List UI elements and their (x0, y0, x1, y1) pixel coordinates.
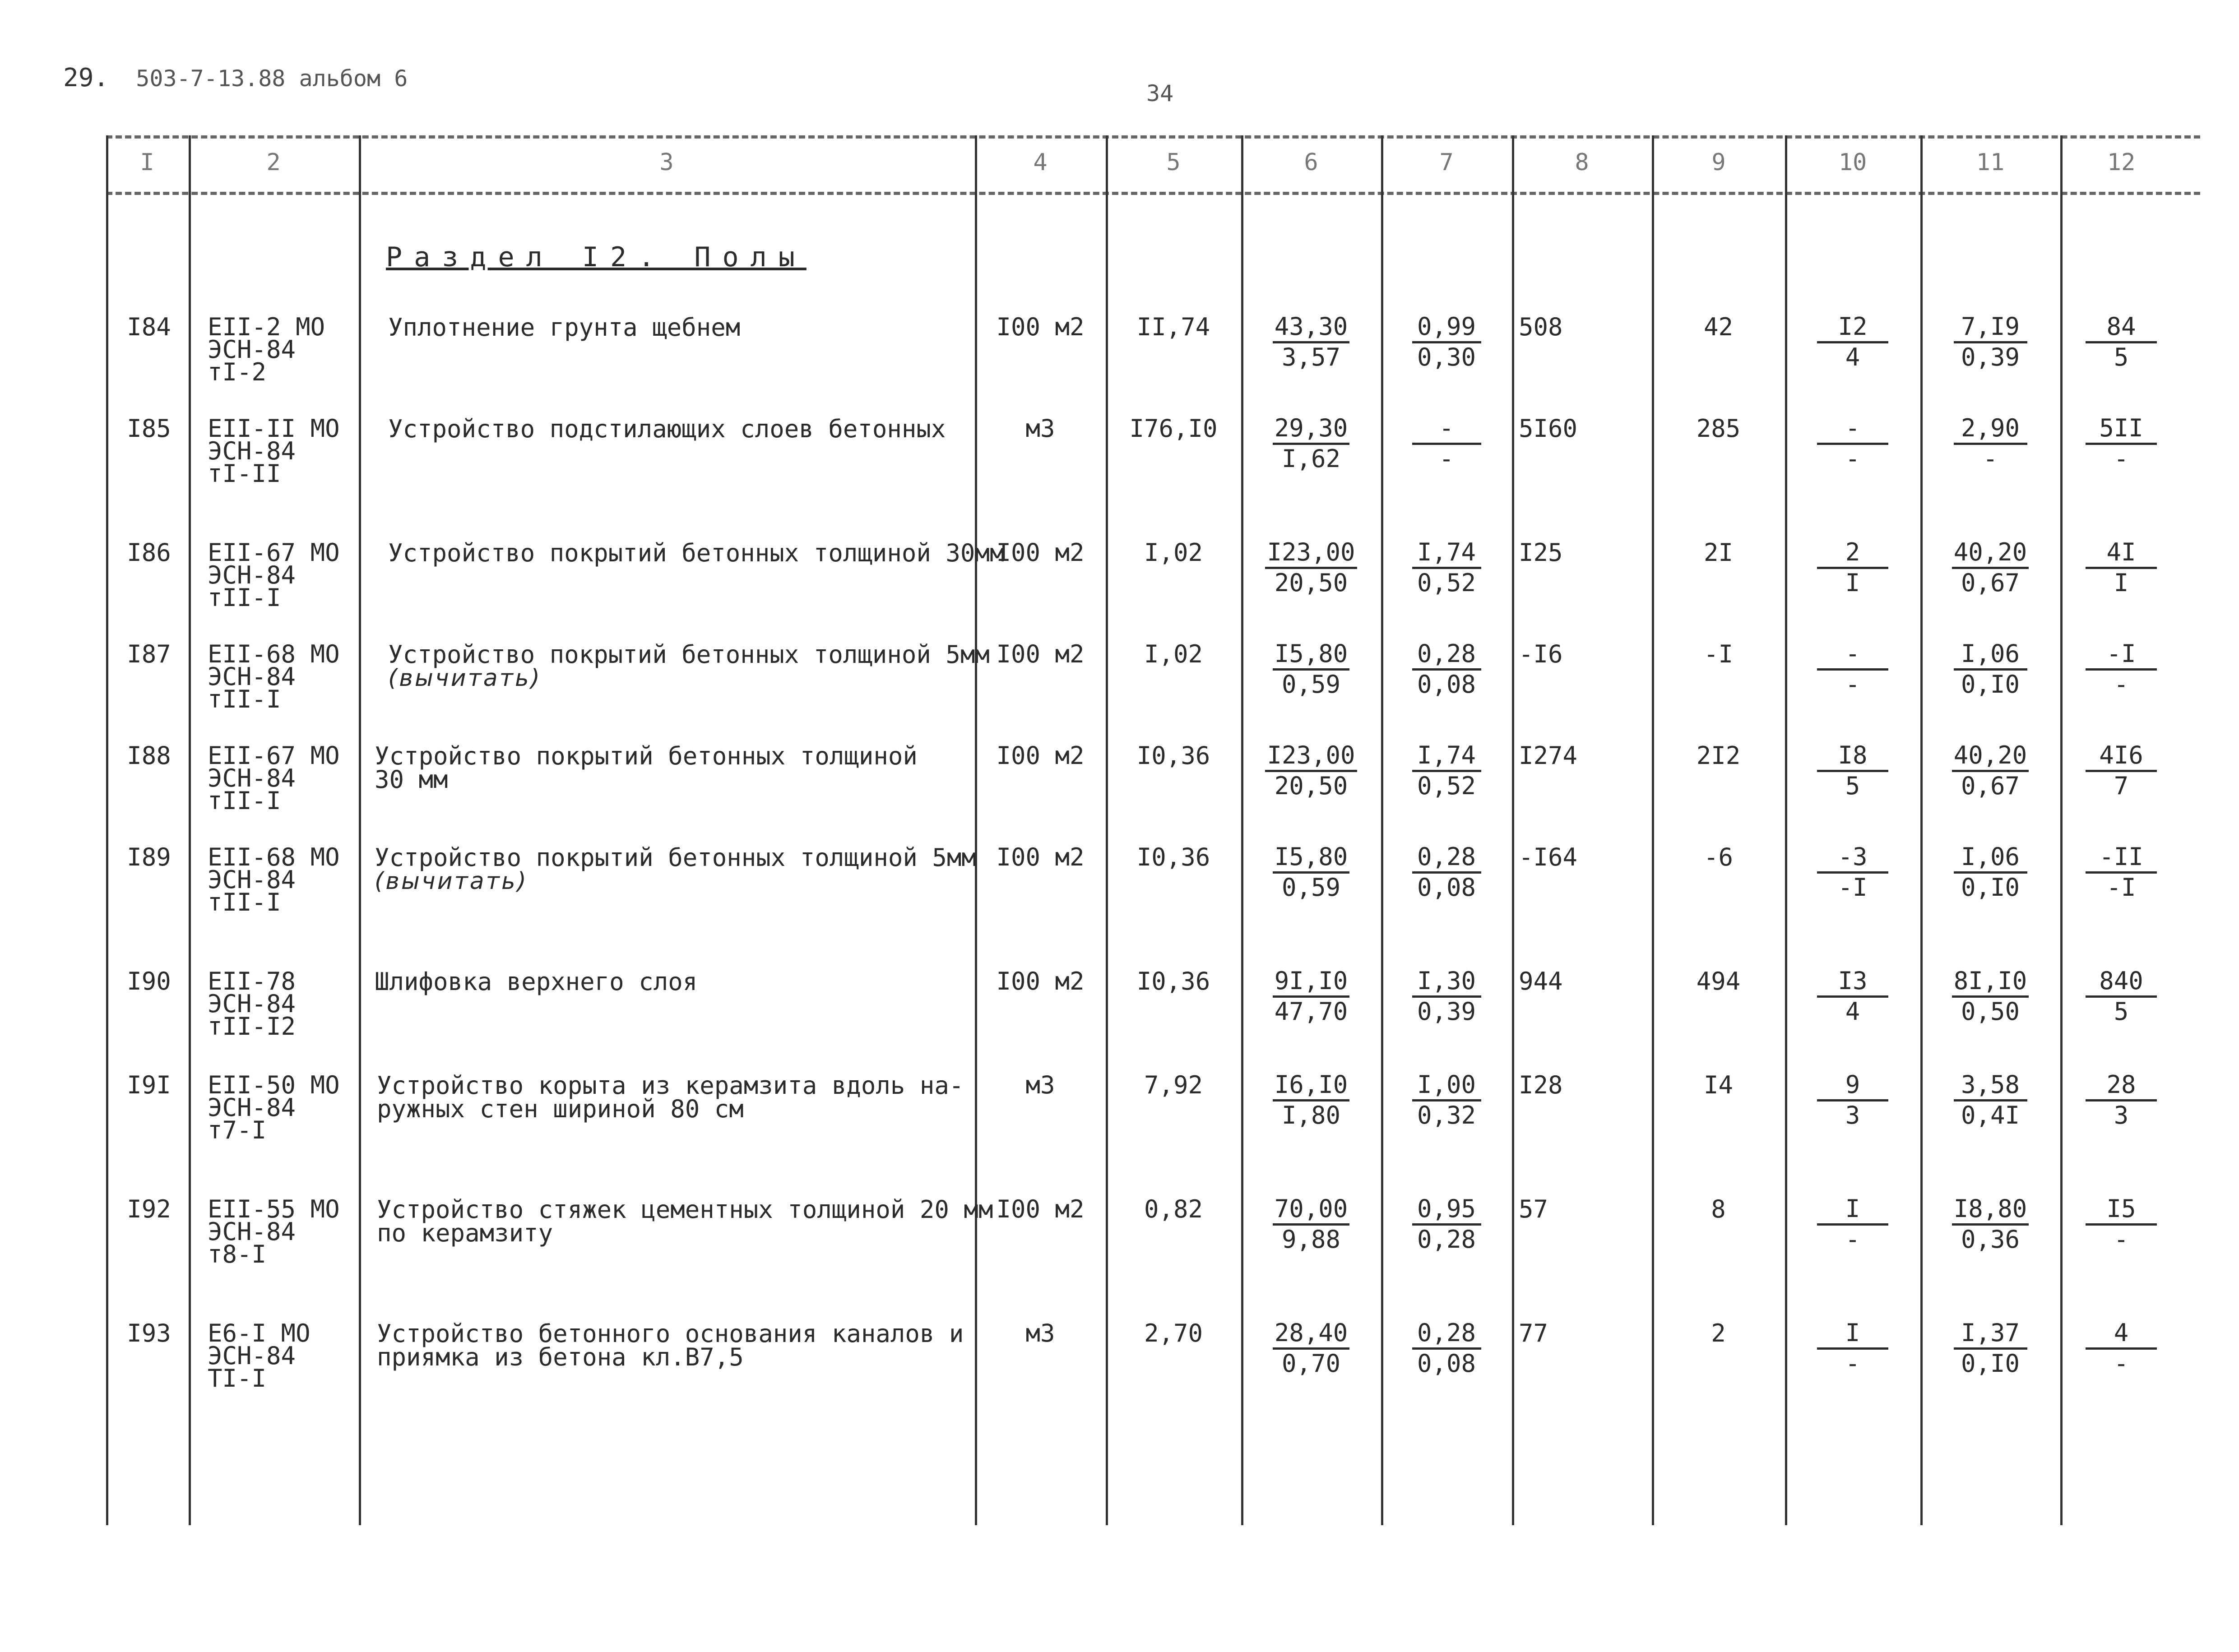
sheet-number: 29. (63, 63, 109, 93)
quantity: I0,36 (1136, 741, 1210, 770)
labor-c11-denominator: 0,I0 (1961, 670, 2020, 699)
labor-c11 (1920, 1319, 2060, 1378)
work-description-line: Устройство покрытий бетонных толщиной 30мм (388, 539, 1005, 567)
work-description-line: Устройство покрытий бетонных толщиной 5мм (388, 640, 990, 669)
rate-code (208, 967, 296, 1041)
row-number: I93 (127, 1319, 171, 1347)
unit-cost (1241, 414, 1381, 473)
column-number-10: 10 (1838, 149, 1867, 176)
machine-cost (1381, 842, 1512, 902)
quantity: I,02 (1144, 640, 1203, 668)
labor-c11-denominator: - (1983, 444, 1998, 473)
labor-c11 (1920, 538, 2060, 597)
unit-cost-denominator: I,62 (1281, 444, 1341, 473)
row-number: I85 (127, 414, 171, 443)
work-description-line: 30 мм (375, 765, 448, 794)
rate-code (208, 1319, 311, 1393)
rate-code (208, 1071, 340, 1144)
labor-c11-numerator: I8,80 (1952, 1195, 2029, 1226)
labor-c11-numerator: 40,20 (1952, 742, 2029, 772)
rate-code-line: ЭСН-84 (208, 662, 296, 691)
rate-code (208, 313, 325, 386)
column-number-12: 12 (2107, 149, 2136, 176)
labor-c10-denominator: I (1845, 569, 1860, 597)
row-number: I84 (127, 313, 171, 341)
machine-cost (1381, 741, 1512, 800)
quantity: 2,70 (1144, 1319, 1203, 1347)
wages-total: 2 (1711, 1319, 1726, 1347)
labor-c10 (1785, 639, 1920, 699)
labor-c10-denominator: - (1845, 444, 1860, 473)
column-number-9: 9 (1711, 149, 1726, 176)
labor-c12-numerator: 4I (2086, 539, 2157, 569)
quantity: II,74 (1136, 313, 1210, 341)
labor-c12-numerator: 28 (2086, 1071, 2157, 1101)
col-divider (106, 135, 108, 1525)
col-divider (359, 135, 361, 1525)
labor-c12-denominator: -I (2106, 873, 2136, 902)
labor-c12-denominator: 5 (2114, 997, 2129, 1026)
unit-cost-denominator: I,80 (1281, 1101, 1341, 1129)
work-description (375, 742, 918, 794)
rate-code-line: тI-2 (208, 358, 267, 386)
work-description-line: Шлифовка верхнего слоя (375, 967, 698, 996)
labor-c10-denominator: - (1845, 1349, 1860, 1378)
labor-c12-denominator: - (2114, 1349, 2129, 1378)
labor-c12-numerator: 840 (2086, 967, 2157, 998)
machine-cost-numerator: - (1412, 415, 1481, 445)
labor-c10-denominator: - (1845, 1225, 1860, 1254)
quantity: I76,I0 (1129, 414, 1218, 443)
rate-code-line: EII-55 MO (208, 1195, 340, 1223)
quantity: I,02 (1144, 538, 1203, 567)
unit-cost-numerator: I6,I0 (1273, 1071, 1350, 1101)
unit-cost-denominator: 0,59 (1281, 873, 1341, 902)
machine-cost-numerator: 0,99 (1412, 313, 1481, 343)
labor-c10 (1785, 414, 1920, 473)
unit-cost-numerator: 29,30 (1273, 415, 1350, 445)
machine-cost-numerator: I,74 (1412, 539, 1481, 569)
labor-c10 (1785, 741, 1920, 800)
work-description (388, 640, 990, 692)
unit-cost (1241, 842, 1381, 902)
work-description-line: Устройство бетонного основания каналов и (377, 1319, 964, 1348)
total-cost: I274 (1519, 741, 1578, 770)
labor-c12-numerator: 5II (2086, 415, 2157, 445)
rate-code-line: ЭСН-84 (208, 990, 296, 1018)
column-number-2: 2 (266, 149, 281, 176)
work-description (388, 313, 741, 342)
labor-c10 (1785, 1194, 1920, 1254)
labor-c10-denominator: 3 (1845, 1101, 1860, 1129)
rate-code-line: TI-I (208, 1364, 267, 1393)
rate-code (208, 741, 340, 815)
labor-c12-numerator: -I (2086, 640, 2157, 671)
header-bottom-border (106, 192, 2200, 195)
labor-c12 (2054, 312, 2189, 371)
rate-code-line: ЭСН-84 (208, 1093, 296, 1122)
total-cost: 508 (1519, 313, 1563, 341)
unit: I00 м2 (996, 1195, 1085, 1223)
unit: м3 (1025, 1071, 1055, 1099)
unit: I00 м2 (996, 843, 1085, 871)
wages-total: 8 (1711, 1195, 1726, 1223)
labor-c12-denominator: - (2114, 1225, 2129, 1254)
machine-cost-denominator: 0,39 (1417, 997, 1476, 1026)
labor-c10-numerator: 9 (1817, 1071, 1888, 1101)
unit-cost-denominator: 20,50 (1274, 569, 1348, 597)
rate-code-line: ЭСН-84 (208, 1342, 296, 1370)
rate-code-line: т7-I (208, 1116, 267, 1144)
labor-c11 (1920, 842, 2060, 902)
machine-cost-numerator: 0,95 (1412, 1195, 1481, 1226)
col-divider (1512, 135, 1514, 1525)
rate-code-line: ЭСН-84 (208, 437, 296, 465)
labor-c11 (1920, 1070, 2060, 1129)
work-description-line: Устройство стяжек цементных толщиной 20 мм (377, 1195, 993, 1224)
rate-code (208, 640, 340, 713)
machine-cost (1381, 967, 1512, 1026)
labor-c11 (1920, 414, 2060, 473)
labor-c10 (1785, 1070, 1920, 1129)
unit-cost (1241, 639, 1381, 699)
labor-c10 (1785, 1319, 1920, 1378)
work-description (388, 541, 1004, 565)
total-cost: 5I60 (1519, 414, 1578, 443)
unit: I00 м2 (996, 538, 1085, 567)
unit-cost-numerator: I23,00 (1265, 539, 1357, 569)
rate-code (208, 843, 340, 916)
unit-cost-denominator: 47,70 (1274, 997, 1348, 1026)
labor-c12-denominator: - (2114, 670, 2129, 699)
quantity: I0,36 (1136, 967, 1210, 995)
labor-c10-denominator: 5 (1845, 772, 1860, 800)
rate-code-line: ЭСН-84 (208, 1217, 296, 1246)
labor-c11 (1920, 1194, 2060, 1254)
labor-c11 (1920, 967, 2060, 1026)
labor-c11-denominator: 0,50 (1961, 997, 2020, 1026)
labor-c12 (2054, 414, 2189, 473)
wages-total: 2I (1703, 538, 1734, 567)
labor-c10 (1785, 312, 1920, 371)
total-cost: I25 (1519, 538, 1563, 567)
work-description-line: Устройство покрытий бетонных толщиной (375, 742, 918, 770)
column-number-11: 11 (1976, 149, 2005, 176)
labor-c11-denominator: 0,I0 (1961, 873, 2020, 902)
row-number: I86 (127, 538, 171, 567)
machine-cost (1381, 1194, 1512, 1254)
rate-code (208, 1195, 340, 1268)
labor-c10-numerator: - (1817, 640, 1888, 671)
column-number-1: I (140, 149, 154, 176)
labor-c10-denominator: -I (1838, 873, 1868, 902)
labor-c12-denominator: 5 (2114, 343, 2129, 371)
machine-cost-denominator: 0,08 (1417, 1349, 1476, 1378)
row-number: I92 (127, 1195, 171, 1223)
labor-c11-denominator: 0,39 (1961, 343, 2020, 371)
unit-cost-denominator: 20,50 (1274, 772, 1348, 800)
unit-cost (1241, 1070, 1381, 1129)
column-number-4: 4 (1033, 149, 1048, 176)
unit-cost-numerator: 9I,I0 (1273, 967, 1350, 998)
work-description (375, 967, 698, 996)
labor-c12 (2054, 967, 2189, 1026)
unit-cost (1241, 1194, 1381, 1254)
machine-cost-denominator: 0,30 (1417, 343, 1476, 371)
labor-c12 (2054, 1319, 2189, 1378)
total-cost: I28 (1519, 1071, 1563, 1099)
rate-code-line: EII-68 MO (208, 640, 340, 668)
wages-total: 42 (1703, 313, 1734, 341)
document-code: 503-7-13.88 альбом 6 (136, 65, 408, 92)
machine-cost-denominator: - (1439, 444, 1454, 473)
labor-c11-numerator: I,06 (1954, 640, 2027, 671)
unit-cost-denominator: 0,70 (1281, 1349, 1341, 1378)
labor-c11 (1920, 312, 2060, 371)
machine-cost (1381, 312, 1512, 371)
unit-cost-numerator: 70,00 (1273, 1195, 1350, 1226)
machine-cost-numerator: 0,28 (1412, 640, 1481, 671)
wages-total: I4 (1703, 1071, 1734, 1099)
labor-c12 (2054, 842, 2189, 902)
total-cost: -I64 (1519, 843, 1578, 871)
labor-c12 (2054, 1194, 2189, 1254)
labor-c12-numerator: 84 (2086, 313, 2157, 343)
machine-cost-denominator: 0,08 (1417, 873, 1476, 902)
labor-c10 (1785, 538, 1920, 597)
work-description (388, 417, 946, 441)
rate-code-line: EII-50 MO (208, 1071, 340, 1099)
work-description-line: Устройство корыта из керамзита вдоль на- (377, 1071, 964, 1100)
work-description-line: приямка из бетона кл.В7,5 (377, 1343, 744, 1371)
document-header (63, 63, 408, 93)
unit-cost-numerator: I5,80 (1273, 843, 1350, 874)
labor-c12 (2054, 741, 2189, 800)
unit-cost-denominator: 0,59 (1281, 670, 1341, 699)
labor-c10-numerator: I3 (1817, 967, 1888, 998)
machine-cost (1381, 639, 1512, 699)
rate-code (208, 414, 340, 488)
labor-c12-denominator: 7 (2114, 772, 2129, 800)
labor-c11-denominator: 0,67 (1961, 569, 2020, 597)
machine-cost-numerator: I,74 (1412, 742, 1481, 772)
quantity: 7,92 (1144, 1071, 1203, 1099)
labor-c11-numerator: 3,58 (1954, 1071, 2027, 1101)
unit: м3 (1025, 1319, 1055, 1347)
machine-cost-denominator: 0,32 (1417, 1101, 1476, 1129)
unit-cost-denominator: 9,88 (1281, 1225, 1341, 1254)
unit-cost (1241, 1319, 1381, 1378)
unit-cost-numerator: 28,40 (1273, 1319, 1350, 1350)
work-description-line: по керамзиту (377, 1219, 553, 1247)
labor-c11-denominator: 0,36 (1961, 1225, 2020, 1254)
labor-c10-denominator: - (1845, 670, 1860, 699)
labor-c10-numerator: 2 (1817, 539, 1888, 569)
wages-total: 2I2 (1696, 741, 1741, 770)
rate-code-line: тII-I (208, 787, 281, 815)
row-number: I9I (127, 1071, 171, 1099)
subtract-note: (вычитать) (375, 868, 528, 895)
rate-code-line: тII-I2 (208, 1012, 296, 1041)
labor-c10-numerator: I (1817, 1319, 1888, 1350)
rate-code-line: EII-II MO (208, 414, 340, 443)
work-description (377, 1195, 993, 1247)
labor-c12 (2054, 1070, 2189, 1129)
labor-c11-denominator: 0,4I (1961, 1101, 2020, 1129)
unit-cost (1241, 741, 1381, 800)
rate-code-line: EII-68 MO (208, 843, 340, 871)
labor-c12-denominator: 3 (2114, 1101, 2129, 1129)
rate-code (208, 538, 340, 612)
unit: I00 м2 (996, 640, 1085, 668)
quantity: 0,82 (1144, 1195, 1203, 1223)
machine-cost-denominator: 0,52 (1417, 569, 1476, 597)
column-number-6: 6 (1304, 149, 1318, 176)
machine-cost-numerator: I,00 (1412, 1071, 1481, 1101)
labor-c10 (1785, 967, 1920, 1026)
labor-c12-numerator: -II (2086, 843, 2157, 874)
labor-c12 (2054, 639, 2189, 699)
machine-cost (1381, 1319, 1512, 1378)
machine-cost (1381, 538, 1512, 597)
labor-c12 (2054, 538, 2189, 597)
table-top-border (106, 135, 2200, 139)
work-description-line: Устройство покрытий бетонных толщиной 5мм (375, 843, 976, 872)
rate-code-line: тII-I (208, 583, 281, 612)
rate-code-line: ЭСН-84 (208, 561, 296, 589)
row-number: I89 (127, 843, 171, 871)
rate-code-line: тII-I (208, 888, 281, 916)
machine-cost (1381, 414, 1512, 473)
wages-total: -6 (1703, 843, 1734, 871)
column-number-5: 5 (1166, 149, 1181, 176)
labor-c11-denominator: 0,67 (1961, 772, 2020, 800)
labor-c12-numerator: 4I6 (2086, 742, 2157, 772)
rate-code-line: т8-I (208, 1240, 267, 1268)
row-number: I88 (127, 741, 171, 770)
work-description (377, 1319, 964, 1371)
col-divider (1106, 135, 1108, 1525)
machine-cost-numerator: I,30 (1412, 967, 1481, 998)
wages-total: 494 (1696, 967, 1741, 995)
labor-c10-numerator: I (1817, 1195, 1888, 1226)
labor-c12-denominator: I (2114, 569, 2129, 597)
unit-cost (1241, 967, 1381, 1026)
labor-c10-numerator: I8 (1817, 742, 1888, 772)
unit: I00 м2 (996, 313, 1085, 341)
quantity: I0,36 (1136, 843, 1210, 871)
labor-c11-numerator: I,37 (1954, 1319, 2027, 1350)
page-number: 34 (1146, 80, 1174, 106)
total-cost: 57 (1519, 1195, 1548, 1223)
unit-cost-numerator: 43,30 (1273, 313, 1350, 343)
work-description-line: Устройство подстилающих слоев бетонных (388, 415, 946, 443)
total-cost: -I6 (1519, 640, 1563, 668)
rate-code-line: E6-I MO (208, 1319, 311, 1347)
labor-c10 (1785, 842, 1920, 902)
labor-c12-numerator: I5 (2086, 1195, 2157, 1226)
machine-cost (1381, 1070, 1512, 1129)
labor-c11-numerator: 40,20 (1952, 539, 2029, 569)
unit: I00 м2 (996, 741, 1085, 770)
wages-total: 285 (1696, 414, 1741, 443)
labor-c11-numerator: I,06 (1954, 843, 2027, 874)
total-cost: 944 (1519, 967, 1563, 995)
work-description (375, 843, 976, 895)
col-divider (189, 135, 191, 1525)
labor-c10-numerator: I2 (1817, 313, 1888, 343)
subtract-note: (вычитать) (388, 665, 542, 692)
labor-c11 (1920, 741, 2060, 800)
row-number: I87 (127, 640, 171, 668)
work-description (377, 1071, 964, 1123)
machine-cost-denominator: 0,08 (1417, 670, 1476, 699)
machine-cost-numerator: 0,28 (1412, 1319, 1481, 1350)
labor-c11-numerator: 8I,I0 (1952, 967, 2029, 998)
machine-cost-denominator: 0,28 (1417, 1225, 1476, 1254)
rate-code-line: EII-2 MO (208, 313, 325, 341)
labor-c10-numerator: - (1817, 415, 1888, 445)
rate-code-line: ЭСН-84 (208, 865, 296, 894)
wages-total: -I (1703, 640, 1734, 668)
machine-cost-numerator: 0,28 (1412, 843, 1481, 874)
labor-c10-denominator: 4 (1845, 997, 1860, 1026)
unit-cost-denominator: 3,57 (1281, 343, 1341, 371)
labor-c10-denominator: 4 (1845, 343, 1860, 371)
column-number-3: 3 (659, 149, 674, 176)
labor-c11-denominator: 0,I0 (1961, 1349, 2020, 1378)
unit-cost (1241, 538, 1381, 597)
labor-c11-numerator: 2,90 (1954, 415, 2027, 445)
rate-code-line: тI-II (208, 459, 281, 488)
labor-c12-numerator: 4 (2086, 1319, 2157, 1350)
work-description-line: Уплотнение грунта щебнем (388, 313, 741, 342)
rate-code-line: ЭСН-84 (208, 335, 296, 364)
unit: I00 м2 (996, 967, 1085, 995)
row-number: I90 (127, 967, 171, 995)
labor-c11-numerator: 7,I9 (1954, 313, 2027, 343)
rate-code-line: EII-78 (208, 967, 296, 995)
unit-cost (1241, 312, 1381, 371)
labor-c10-numerator: -3 (1817, 843, 1888, 874)
labor-c12-denominator: - (2114, 444, 2129, 473)
rate-code-line: EII-67 MO (208, 538, 340, 567)
unit: м3 (1025, 414, 1055, 443)
section-title: Раздел I2. Полы (386, 241, 807, 273)
column-number-8: 8 (1575, 149, 1589, 176)
col-divider (1652, 135, 1654, 1525)
rate-code-line: тII-I (208, 685, 281, 713)
total-cost: 77 (1519, 1319, 1548, 1347)
machine-cost-denominator: 0,52 (1417, 772, 1476, 800)
col-divider (975, 135, 977, 1525)
unit-cost-numerator: I23,00 (1265, 742, 1357, 772)
labor-c11 (1920, 639, 2060, 699)
work-description-line: ружных стен шириной 80 см (377, 1095, 744, 1123)
unit-cost-numerator: I5,80 (1273, 640, 1350, 671)
column-number-7: 7 (1439, 149, 1454, 176)
rate-code-line: ЭСН-84 (208, 764, 296, 792)
rate-code-line: EII-67 MO (208, 741, 340, 770)
